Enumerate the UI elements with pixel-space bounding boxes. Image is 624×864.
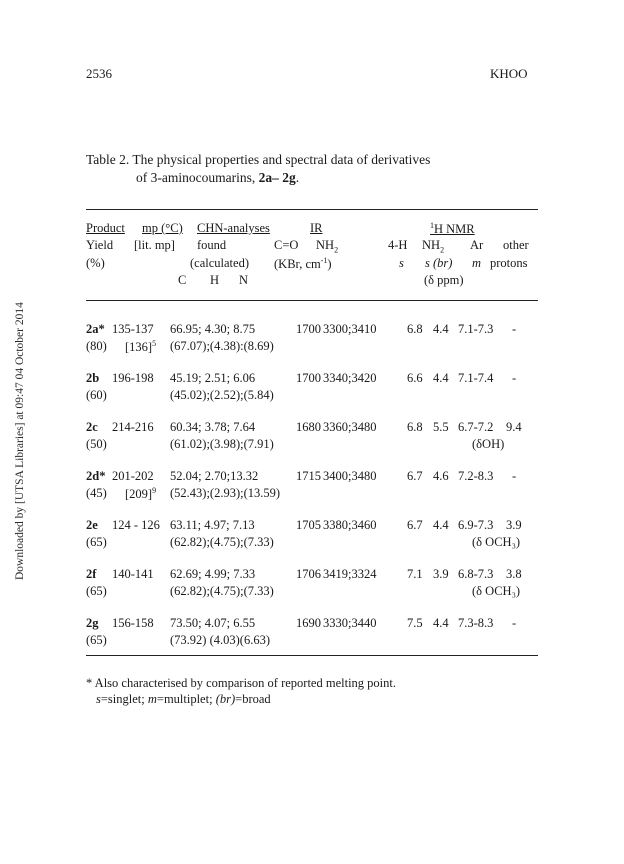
ir-co: 1705 — [296, 518, 321, 532]
melting-point: 156-158 — [112, 616, 154, 630]
nmr-other-assignment: (δ OCH₃) — [472, 535, 521, 549]
col-header-n: N — [239, 273, 249, 287]
ir-co: 1706 — [296, 567, 321, 581]
chn-calculated: (62.82);(4.75);(7.33) — [170, 535, 274, 549]
melting-point: 214-216 — [112, 420, 154, 434]
col-header-other: other — [503, 238, 529, 252]
yield: (60) — [86, 388, 107, 402]
yield: (45) — [86, 486, 107, 500]
ir-nh2: 3360;3480 — [323, 420, 377, 434]
product-id: 2e — [86, 518, 98, 532]
nmr-4h: 6.6 — [407, 371, 423, 385]
nmr-4h: 6.7 — [407, 518, 423, 532]
nmr-nh2: 5.5 — [433, 420, 449, 434]
nmr-other-assignment: (δ OCH₃) — [472, 584, 521, 598]
yield: (65) — [86, 633, 107, 647]
ir-nh2: 3419;3324 — [323, 567, 377, 581]
col-header-pct: (%) — [86, 256, 105, 270]
col-header-yield: Yield — [86, 238, 114, 252]
ir-co: 1700 — [296, 371, 321, 385]
chn-found: 52.04; 2.70;13.32 — [170, 469, 259, 483]
nmr-4h: 7.1 — [407, 567, 423, 581]
ir-nh2: 3400;3480 — [323, 469, 377, 483]
melting-point: 196-198 — [112, 371, 154, 385]
yield: (50) — [86, 437, 107, 451]
chn-found: 66.95; 4.30; 8.75 — [170, 322, 256, 336]
col-header-lit-mp: [lit. mp] — [134, 238, 175, 252]
ir-nh2: 3380;3460 — [323, 518, 377, 532]
melting-point: 124 - 126 — [112, 518, 160, 532]
col-header-chn: CHN-analyses — [197, 221, 270, 235]
chn-calculated: (62.82);(4.75);(7.33) — [170, 584, 274, 598]
table-bottom-rule — [86, 655, 538, 656]
col-header-h: H — [210, 273, 220, 287]
col-header-nmr-nh2: $NH_2$ — [422, 238, 445, 255]
caption-compounds: 2a– 2g — [258, 170, 296, 185]
yield: (80) — [86, 339, 107, 353]
page-number: 2536 — [86, 66, 112, 81]
ir-nh2: 3340;3420 — [323, 371, 377, 385]
col-header-calculated: (calculated) — [190, 256, 249, 270]
chn-found: 62.69; 4.99; 7.33 — [170, 567, 256, 581]
col-header-product: Product — [86, 221, 125, 235]
literature-mp: $[136]^5$ — [125, 339, 157, 355]
nmr-ar: 7.1-7.3 — [458, 322, 494, 336]
ir-nh2: 3300;3410 — [323, 322, 377, 336]
yield: (65) — [86, 584, 107, 598]
nmr-4h: 6.8 — [407, 420, 423, 434]
table-caption-line1: Table 2. The physical properties and spectral data of derivatives — [86, 152, 431, 167]
product-id: 2f — [86, 567, 97, 581]
col-header-4h: 4-H — [388, 238, 408, 252]
chn-calculated: (52.43);(2.93);(13.59) — [170, 486, 281, 500]
melting-point: 201-202 — [112, 469, 154, 483]
col-header-nh2: $NH_2$ — [316, 238, 339, 255]
nmr-other: - — [512, 469, 517, 483]
col-header-protons: protons — [490, 256, 528, 270]
nmr-nh2: 4.4 — [433, 371, 449, 385]
nmr-other: - — [512, 322, 517, 336]
nmr-ar: 7.2-8.3 — [458, 469, 494, 483]
chn-found: 63.11; 4.97; 7.13 — [170, 518, 255, 532]
table-header-rule — [86, 300, 538, 301]
download-notice: Downloaded by [UTSA Libraries] at 09:47 04 October 2014 — [14, 302, 26, 580]
col-header-m: m — [472, 256, 482, 270]
product-id: 2d* — [86, 469, 106, 483]
table-caption-line2: of 3-aminocoumarins, 2a– 2g. — [136, 170, 300, 185]
chn-calculated: (67.07);(4.38):(8.69) — [170, 339, 274, 353]
melting-point: 140-141 — [112, 567, 154, 581]
col-header-ir: IR — [310, 221, 323, 235]
nmr-other: - — [512, 371, 517, 385]
nmr-4h: 6.8 — [407, 322, 423, 336]
product-id: 2c — [86, 420, 98, 434]
nmr-nh2: 4.4 — [433, 322, 449, 336]
literature-mp: $[209]^9$ — [125, 486, 157, 502]
product-id: 2g — [86, 616, 99, 630]
chn-found: 60.34; 3.78; 7.64 — [170, 420, 256, 434]
nmr-other: 3.8 — [506, 567, 522, 581]
melting-point: 135-137 — [112, 322, 154, 336]
col-header-co: C=O — [274, 238, 299, 252]
nmr-nh2: 3.9 — [433, 567, 449, 581]
chn-calculated: (45.02);(2.52);(5.84) — [170, 388, 274, 402]
col-header-kbr: (KBr, $cm^{-1}$) — [274, 256, 332, 272]
product-id: 2b — [86, 371, 100, 385]
running-head: KHOO — [490, 66, 528, 81]
nmr-ar: 7.1-7.4 — [458, 371, 494, 385]
col-header-nmr: $^1$H NMR — [430, 221, 475, 237]
yield: (65) — [86, 535, 107, 549]
col-header-c: C — [178, 273, 187, 287]
footnote-abbreviations: s=singlet; m=multiplet; (br)=broad — [96, 692, 271, 706]
nmr-ar: 6.8-7.3 — [458, 567, 494, 581]
nmr-4h: 6.7 — [407, 469, 423, 483]
footnote-asterisk: * Also characterised by comparison of reported melting point. — [86, 676, 396, 690]
ir-nh2: 3330;3440 — [323, 616, 377, 630]
nmr-ar: 6.9-7.3 — [458, 518, 494, 532]
product-id: 2a* — [86, 322, 105, 336]
nmr-nh2: 4.4 — [433, 616, 449, 630]
ir-co: 1680 — [296, 420, 321, 434]
col-header-ar: Ar — [470, 238, 484, 252]
nmr-4h: 7.5 — [407, 616, 423, 630]
nmr-nh2: 4.4 — [433, 518, 449, 532]
col-header-mp: mp (°C) — [142, 221, 183, 235]
nmr-other: 3.9 — [506, 518, 522, 532]
chn-calculated: (61.02);(3.98);(7.91) — [170, 437, 274, 451]
nmr-ar: 7.3-8.3 — [458, 616, 494, 630]
chn-found: 45.19; 2.51; 6.06 — [170, 371, 256, 385]
nmr-ar: 6.7-7.2 — [458, 420, 494, 434]
col-header-sbr: s (br) — [425, 256, 453, 270]
ir-co: 1690 — [296, 616, 321, 630]
table-top-rule — [86, 209, 538, 210]
nmr-other: - — [512, 616, 517, 630]
chn-found: 73.50; 4.07; 6.55 — [170, 616, 256, 630]
nmr-nh2: 4.6 — [433, 469, 449, 483]
col-header-s: s — [399, 256, 404, 270]
col-header-found: found — [197, 238, 227, 252]
nmr-other-assignment: (δOH) — [472, 437, 505, 451]
chn-calculated: (73.92) (4.03)(6.63) — [170, 633, 270, 647]
nmr-other: 9.4 — [506, 420, 522, 434]
ir-co: 1715 — [296, 469, 321, 483]
col-header-dppm: (δ ppm) — [424, 273, 464, 287]
ir-co: 1700 — [296, 322, 321, 336]
